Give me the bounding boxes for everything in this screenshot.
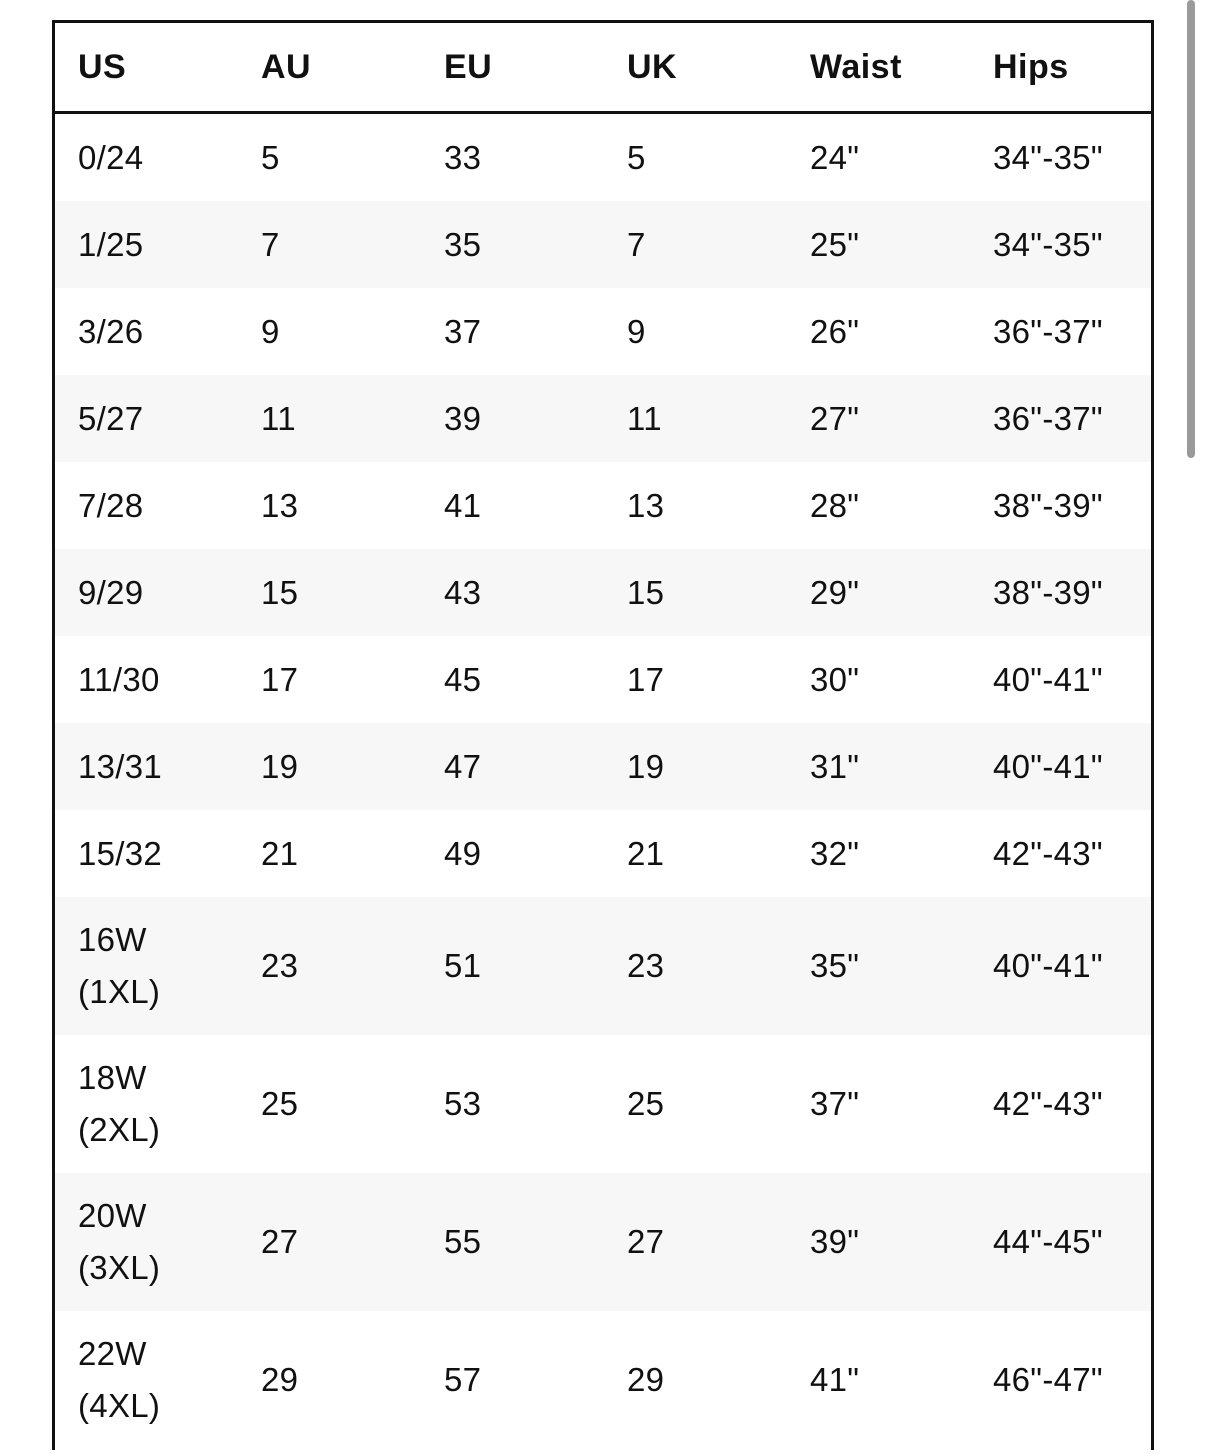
cell-hips: 36"-37" <box>970 288 1153 375</box>
cell-waist: 31" <box>787 723 970 810</box>
cell-waist: 29" <box>787 549 970 636</box>
cell-hips: 40"-41" <box>970 723 1153 810</box>
cell-au: 5 <box>238 113 421 202</box>
cell-waist: 26" <box>787 288 970 375</box>
table-row <box>55 375 1153 462</box>
cell-uk: 13 <box>604 462 787 549</box>
vertical-scrollbar[interactable] <box>1187 0 1195 458</box>
cell-us: 7/28 <box>55 462 238 549</box>
cell-us: 16W (1XL) <box>55 897 238 1035</box>
table-row <box>55 810 1153 897</box>
size-chart-table-frame <box>52 20 1154 1450</box>
table-body <box>55 113 1153 1450</box>
cell-waist: 24" <box>787 113 970 202</box>
table-row <box>55 1311 1153 1449</box>
cell-us: 1/25 <box>55 201 238 288</box>
cell-au: 23 <box>238 897 421 1035</box>
column-header-hips: Hips <box>970 23 1153 113</box>
table-row <box>55 201 1153 288</box>
table-row <box>55 1173 1153 1311</box>
cell-au: 29 <box>238 1311 421 1449</box>
cell-eu: 47 <box>421 723 604 810</box>
cell-eu: 33 <box>421 113 604 202</box>
cell-hips: 42"-43" <box>970 810 1153 897</box>
table-header-row <box>55 23 1153 113</box>
cell-waist: 30" <box>787 636 970 723</box>
cell-eu: 53 <box>421 1035 604 1173</box>
column-header-au: AU <box>238 23 421 113</box>
cell-hips: 34"-35" <box>970 113 1153 202</box>
cell-uk: 23 <box>604 897 787 1035</box>
cell-uk: 5 <box>604 113 787 202</box>
cell-eu: 49 <box>421 810 604 897</box>
cell-hips: 42"-43" <box>970 1035 1153 1173</box>
cell-eu: 51 <box>421 897 604 1035</box>
cell-us: 0/24 <box>55 113 238 202</box>
cell-hips: 46"-47" <box>970 1311 1153 1449</box>
cell-us: 13/31 <box>55 723 238 810</box>
cell-waist: 41" <box>787 1311 970 1449</box>
cell-uk: 9 <box>604 288 787 375</box>
column-header-waist: Waist <box>787 23 970 113</box>
cell-hips: 44"-45" <box>970 1173 1153 1311</box>
cell-eu: 45 <box>421 636 604 723</box>
cell-uk: 15 <box>604 549 787 636</box>
cell-waist: 32" <box>787 810 970 897</box>
cell-eu: 39 <box>421 375 604 462</box>
cell-au: 11 <box>238 375 421 462</box>
table-row <box>55 636 1153 723</box>
table-row <box>55 549 1153 636</box>
cell-hips: 40"-41" <box>970 636 1153 723</box>
table-row <box>55 288 1153 375</box>
cell-au: 15 <box>238 549 421 636</box>
table-row <box>55 113 1153 202</box>
cell-waist: 37" <box>787 1035 970 1173</box>
cell-us: 15/32 <box>55 810 238 897</box>
cell-eu: 57 <box>421 1311 604 1449</box>
cell-au: 9 <box>238 288 421 375</box>
cell-eu: 43 <box>421 549 604 636</box>
cell-uk: 19 <box>604 723 787 810</box>
table-row <box>55 897 1153 1035</box>
cell-waist: 39" <box>787 1173 970 1311</box>
column-header-uk: UK <box>604 23 787 113</box>
cell-uk: 25 <box>604 1035 787 1173</box>
cell-us: 18W (2XL) <box>55 1035 238 1173</box>
cell-hips: 36"-37" <box>970 375 1153 462</box>
cell-uk: 27 <box>604 1173 787 1311</box>
table-row <box>55 723 1153 810</box>
cell-us: 11/30 <box>55 636 238 723</box>
column-header-us: US <box>55 23 238 113</box>
cell-us: 3/26 <box>55 288 238 375</box>
size-chart-table <box>55 23 1153 1449</box>
cell-us: 22W (4XL) <box>55 1311 238 1449</box>
cell-waist: 28" <box>787 462 970 549</box>
cell-eu: 37 <box>421 288 604 375</box>
cell-waist: 35" <box>787 897 970 1035</box>
cell-eu: 35 <box>421 201 604 288</box>
cell-uk: 21 <box>604 810 787 897</box>
column-header-eu: EU <box>421 23 604 113</box>
cell-hips: 38"-39" <box>970 462 1153 549</box>
cell-au: 27 <box>238 1173 421 1311</box>
cell-us: 9/29 <box>55 549 238 636</box>
cell-hips: 38"-39" <box>970 549 1153 636</box>
cell-eu: 55 <box>421 1173 604 1311</box>
cell-uk: 11 <box>604 375 787 462</box>
cell-au: 13 <box>238 462 421 549</box>
cell-au: 25 <box>238 1035 421 1173</box>
cell-waist: 25" <box>787 201 970 288</box>
table-row <box>55 462 1153 549</box>
cell-au: 21 <box>238 810 421 897</box>
cell-us: 20W (3XL) <box>55 1173 238 1311</box>
cell-au: 17 <box>238 636 421 723</box>
cell-uk: 29 <box>604 1311 787 1449</box>
cell-uk: 17 <box>604 636 787 723</box>
table-row <box>55 1035 1153 1173</box>
cell-hips: 34"-35" <box>970 201 1153 288</box>
cell-au: 19 <box>238 723 421 810</box>
cell-waist: 27" <box>787 375 970 462</box>
cell-uk: 7 <box>604 201 787 288</box>
cell-au: 7 <box>238 201 421 288</box>
cell-us: 5/27 <box>55 375 238 462</box>
cell-hips: 40"-41" <box>970 897 1153 1035</box>
cell-eu: 41 <box>421 462 604 549</box>
